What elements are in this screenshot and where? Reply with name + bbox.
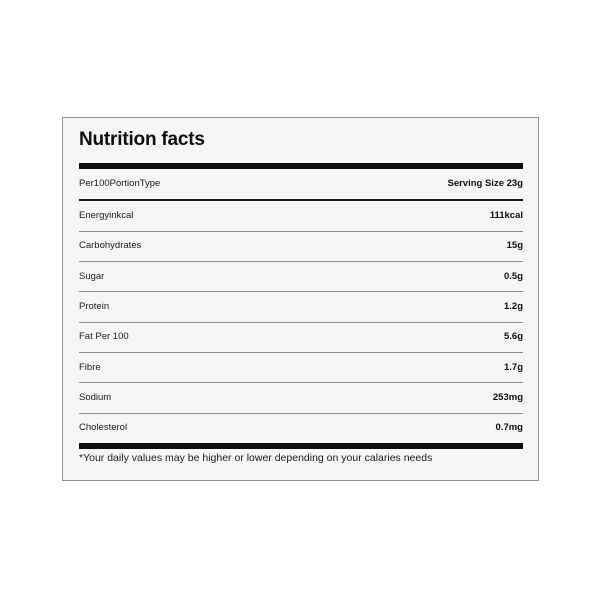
nutrient-value: 5.6g	[503, 331, 523, 342]
nutrient-row-sugar	[79, 267, 523, 287]
header-row	[79, 174, 523, 194]
nutrient-label: Protein	[79, 301, 110, 312]
portion-type-label: Per100PortionType	[79, 178, 161, 189]
row-divider	[79, 231, 523, 232]
nutrient-value: 1.7g	[503, 362, 523, 373]
nutrition-facts-panel	[62, 117, 539, 481]
nutrient-value: 111kcal	[489, 210, 523, 221]
bottom-thick-divider	[79, 443, 523, 449]
nutrient-label: Sugar	[79, 271, 105, 282]
nutrient-row-energy	[79, 206, 523, 226]
nutrient-row-carbohydrates	[79, 236, 523, 256]
nutrient-label: Carbohydrates	[79, 240, 142, 251]
row-divider	[79, 413, 523, 414]
nutrient-value: 15g	[506, 240, 523, 251]
nutrient-row-cholesterol	[79, 418, 523, 438]
nutrient-row-sodium	[79, 388, 523, 408]
nutrient-value: 1.2g	[503, 301, 523, 312]
header-divider	[79, 199, 523, 201]
nutrient-row-fibre	[79, 358, 523, 378]
row-divider	[79, 382, 523, 383]
serving-size-label: Serving Size 23g	[447, 178, 523, 189]
nutrient-value: 0.7mg	[495, 422, 523, 433]
nutrient-row-protein	[79, 297, 523, 317]
row-divider	[79, 322, 523, 323]
row-divider	[79, 291, 523, 292]
nutrient-row-fat	[79, 327, 523, 347]
nutrient-label: Energyinkcal	[79, 210, 134, 221]
nutrient-label: Sodium	[79, 392, 112, 403]
nutrient-value: 0.5g	[503, 271, 523, 282]
daily-values-footnote: *Your daily values may be higher or lower depending on your calaries needs	[79, 452, 433, 464]
panel-title: Nutrition facts	[79, 129, 205, 150]
nutrient-label: Fibre	[79, 362, 101, 373]
top-thick-divider	[79, 163, 523, 169]
row-divider	[79, 352, 523, 353]
nutrient-label: Fat Per 100	[79, 331, 129, 342]
nutrient-value: 253mg	[492, 392, 523, 403]
nutrient-label: Cholesterol	[79, 422, 128, 433]
row-divider	[79, 261, 523, 262]
